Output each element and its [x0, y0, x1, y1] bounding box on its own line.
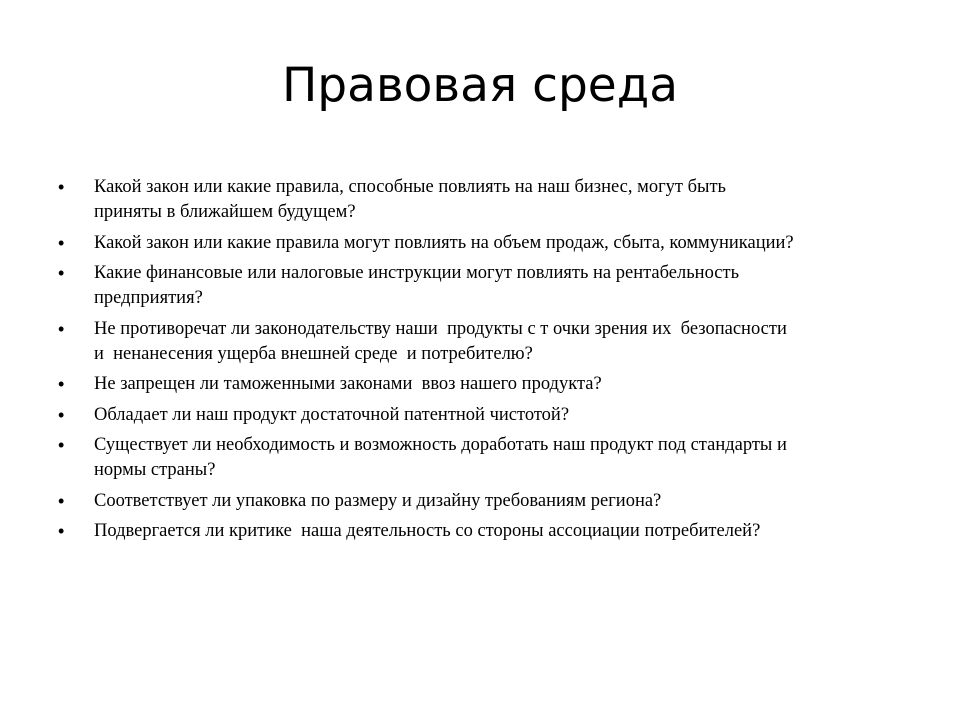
bullet-dot-icon: • — [58, 490, 65, 511]
bullet-text: Какой закон или какие правила могут повлиять на объем продаж, сбыта, коммуникации? — [94, 232, 794, 253]
bullet-dot-icon: • — [58, 435, 65, 455]
bullet-item — [58, 317, 918, 367]
bullet-text: Какие финансовые или налоговые инструкции могут повлиять на рентабельность предприятия? — [94, 263, 740, 308]
bullet-list — [58, 175, 918, 550]
bullet-item — [58, 403, 918, 428]
bullet-item — [58, 231, 918, 256]
bullet-item — [58, 519, 918, 544]
bullet-text: Не запрещен ли таможенными законами ввоз нашего продукта? — [94, 374, 602, 394]
bullet-item — [58, 489, 918, 514]
bullet-item — [58, 175, 918, 225]
bullet-item — [58, 261, 918, 311]
slide-title: Правовая среда — [281, 58, 679, 113]
bullet-dot-icon: • — [58, 263, 65, 283]
bullet-dot-icon: • — [58, 374, 65, 394]
bullet-item — [58, 433, 918, 483]
bullet-dot-icon: • — [58, 404, 65, 425]
bullet-dot-icon: • — [58, 232, 65, 253]
bullet-text: Обладает ли наш продукт достаточной патентной чистотой? — [94, 404, 570, 425]
bullet-text: Подвергается ли критике наша деятельность со стороны ассоциации потребителей? — [94, 521, 761, 541]
bullet-dot-icon: • — [58, 318, 65, 339]
bullet-text: Не противоречат ли законодательству наши продукты с т очки зрения их безопасности и ненанесения ущерба внешней среде и потребителю? — [94, 318, 787, 364]
bullet-text: Какой закон или какие правила, способные повлиять на наш бизнес, могут быть приняты в ближайшем будущем? — [94, 177, 726, 222]
bullet-text: Существует ли необходимость и возможность доработать наш продукт под стандарты и нормы страны? — [94, 435, 787, 480]
bullet-item — [58, 372, 918, 397]
bullet-dot-icon: • — [58, 177, 65, 197]
bullet-text: Соответствует ли упаковка по размеру и дизайну требованиям региона? — [94, 490, 662, 511]
bullet-dot-icon: • — [58, 521, 65, 541]
